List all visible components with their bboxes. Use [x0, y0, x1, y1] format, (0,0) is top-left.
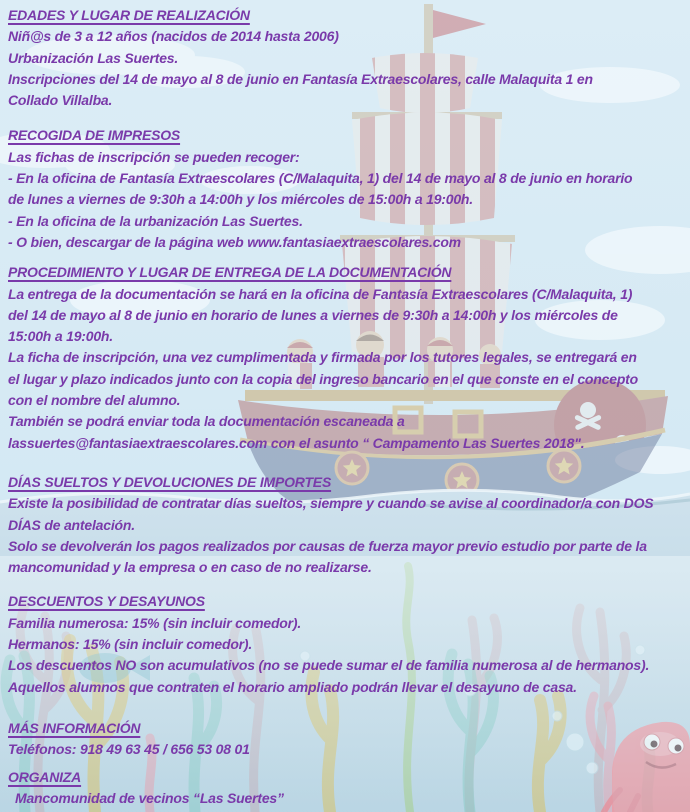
text-line: Existe la posibilidad de contratar días sueltos, siempre y cuando se avise al coordinador/a con DOS [8, 495, 654, 512]
text-line: lassuertes@fantasiaextraescolares.com con el asunto “ Campamento Las Suertes 2018". [8, 434, 585, 451]
text-line: de lunes a viernes de 9:30h a 14:00h y los miércoles de 15:00h a 19:00h. [8, 191, 473, 208]
text-line: con el nombre del alumno. [8, 392, 181, 409]
section-descuentos [8, 591, 690, 697]
text-line: La ficha de inscripción, una vez cumplimentada y firmada por los tutores legales, se entregará en [8, 349, 637, 366]
section-organiza [8, 767, 690, 810]
section-procedimiento [8, 262, 690, 454]
text-line: del 14 de mayo al 8 de junio en horario de lunes a viernes de 9:30h a 14:00h y los miércoles de [8, 306, 618, 323]
text-line: Las fichas de inscripción se pueden recoger: [8, 148, 300, 165]
section-heading: RECOGIDA DE IMPRESOS [8, 127, 181, 144]
section-edades [8, 5, 690, 111]
text-line: Hermanos: 15% (sin incluir comedor). [8, 636, 253, 653]
text-line: mancomunidad y la empresa o en caso de no realizarse. [8, 559, 372, 576]
text-line: Solo se devolverán los pagos realizados por causas de fuerza mayor previo estudio por parte de la [8, 537, 647, 554]
text-line: Niñ@s de 3 a 12 años (nacidos de 2014 hasta 2006) [8, 28, 339, 45]
section-heading: EDADES Y LUGAR DE REALIZACIÓN [8, 7, 250, 23]
section-mas-informacion [8, 718, 690, 761]
text-line: También se podrá enviar toda la documentación escaneada a [8, 413, 405, 430]
section-heading: PROCEDIMIENTO Y LUGAR DE ENTREGA DE LA DOCUMENTACIÓN [8, 264, 452, 281]
text-line: DÍAS de antelación. [8, 516, 135, 533]
section-heading: DESCUENTOS Y DESAYUNOS [8, 593, 205, 610]
section-heading: MÁS INFORMACIÓN [8, 719, 141, 736]
text-line: Urbanización Las Suertes. [8, 49, 179, 66]
section-dias-sueltos [8, 472, 690, 578]
text-line: Los descuentos NO son acumulativos (no se puede sumar el de familia numerosa al de hermanos). [8, 657, 650, 674]
section-heading: ORGANIZA [8, 768, 82, 785]
section-heading: DÍAS SUELTOS Y DEVOLUCIONES DE IMPORTES [8, 473, 332, 490]
text-line: Collado Villalba. [8, 92, 113, 109]
text-line: 15:00h a 19:00h. [8, 328, 113, 345]
text-line: Teléfonos: 918 49 63 45 / 656 53 08 01 [8, 741, 250, 758]
text-line: Mancomunidad de vecinos “Las Suertes” [15, 789, 284, 806]
text-line: - O bien, descargar de la página web www.fantasiaextraescolares.com [8, 233, 461, 250]
text-line: - En la oficina de la urbanización Las Suertes. [8, 212, 303, 229]
text-line: Aquellos alumnos que contraten el horario ampliado podrán llevar el desayuno de casa. [8, 678, 577, 695]
text-line: La entrega de la documentación se hará en la oficina de Fantasía Extraescolares (C/Malaquita, 1) [8, 285, 633, 302]
text-line: Familia numerosa: 15% (sin incluir comedor). [8, 614, 302, 631]
text-line: el lugar y plazo indicados junto con la copia del ingreso bancario en el que conste en el concepto [8, 370, 638, 387]
text-line: - En la oficina de Fantasía Extraescolares (C/Malaquita, 1) del 14 de mayo al 8 de junio en horario [8, 170, 633, 187]
section-recogida [8, 125, 690, 253]
text-line: Inscripciones del 14 de mayo al 8 de junio en Fantasía Extraescolares, calle Malaquita 1 en [8, 70, 593, 87]
